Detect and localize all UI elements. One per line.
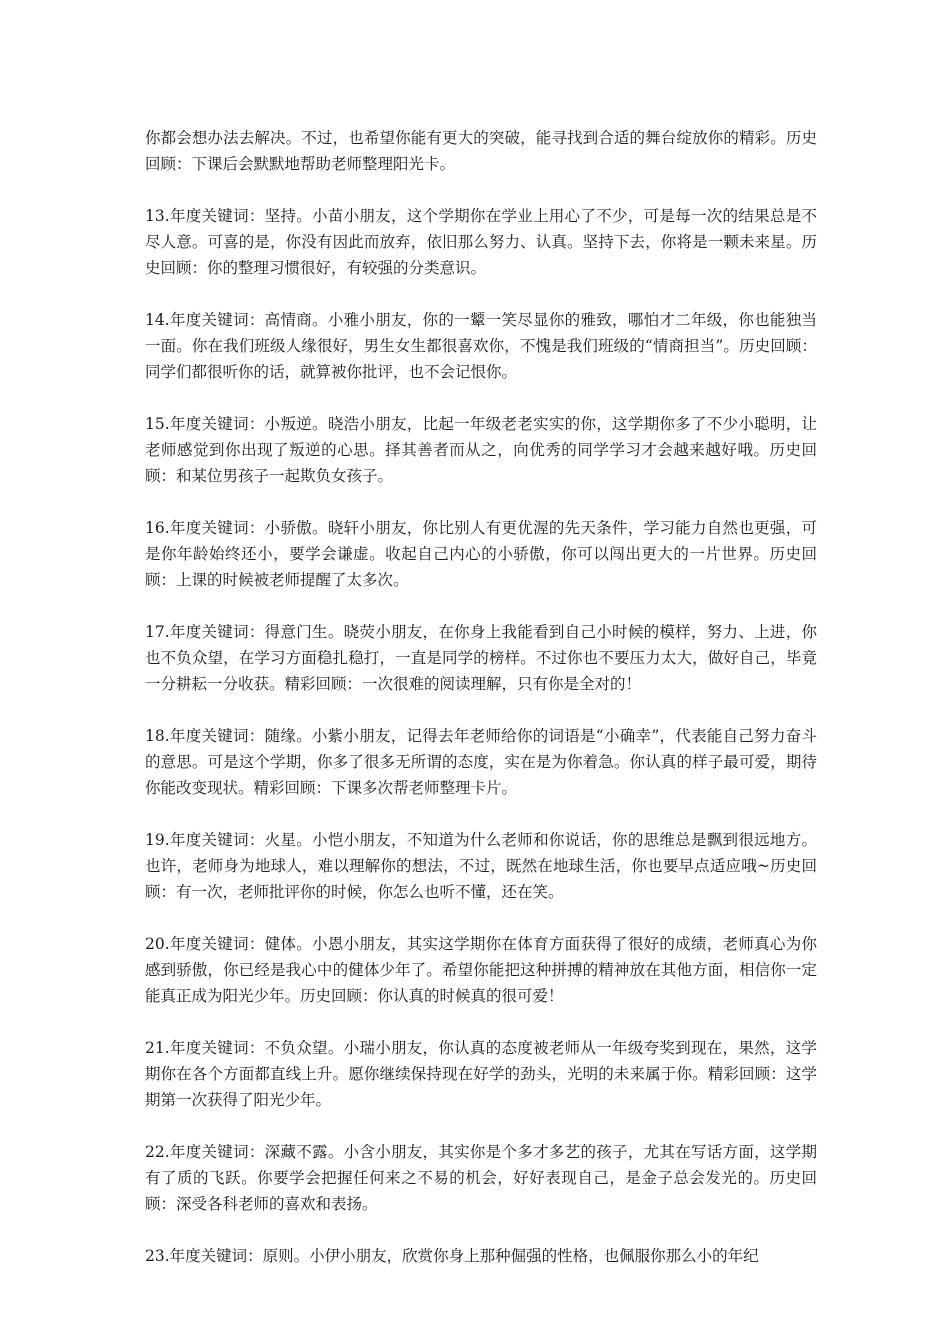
paragraph-23: 23.年度关键词：原则。小伊小朋友，欣赏你身上那种倔强的性格，也佩服你那么小的年纪 (145, 1247, 759, 1265)
paragraph-continued: 你都会想办法去解决。不过，也希望你能有更大的突破，能寻找到合适的舞台绽放你的精彩。历史回顾：下课后会默默地帮助老师整理阳光卡。 (145, 129, 817, 173)
document-body (145, 125, 817, 1269)
paragraph-19: 19.年度关键词：火星。小恺小朋友，不知道为什么老师和你说话，你的思维总是飘到很远地方。也许，老师身为地球人，难以理解你的想法，不过，既然在地球生活，你也要早点适应哦~历史回顾：有一次，老师批评你的时候，你怎么也听不懂，还在笑。 (145, 831, 817, 901)
paragraph-16: 16.年度关键词：小骄傲。晓轩小朋友，你比别人有更优渥的先天条件，学习能力自然也更强，可是你年龄始终还小，要学会谦虚。收起自己内心的小骄傲，你可以闯出更大的一片世界。历史回顾：上课的时候被老师提醒了太多次。 (145, 519, 817, 589)
paragraph-13: 13.年度关键词：坚持。小苗小朋友，这个学期你在学业上用心了不少，可是每一次的结果总是不尽人意。可喜的是，你没有因此而放弃，依旧那么努力、认真。坚持下去，你将是一颗未来星。历史回顾：你的整理习惯很好，有较强的分类意识。 (145, 207, 817, 277)
paragraph-15: 15.年度关键词：小叛逆。晓浩小朋友，比起一年级老老实实的你，这学期你多了不少小聪明，让老师感觉到你出现了叛逆的心思。择其善者而从之，向优秀的同学学习才会越来越好哦。历史回顾：和某位男孩子一起欺负女孩子。 (145, 415, 817, 485)
paragraph-22: 22.年度关键词：深藏不露。小含小朋友，其实你是个多才多艺的孩子，尤其在写话方面，这学期有了质的飞跃。你要学会把握任何来之不易的机会，好好表现自己，是金子总会发光的。历史回顾：深受各科老师的喜欢和表扬。 (145, 1143, 817, 1213)
paragraph-18: 18.年度关键词：随缘。小紫小朋友，记得去年老师给你的词语是“小确幸”，代表能自己努力奋斗的意思。可是这个学期，你多了很多无所谓的态度，实在是为你着急。你认真的样子最可爱，期待你能改变现状。精彩回顾：下课多次帮老师整理卡片。 (145, 727, 817, 797)
paragraph-20: 20.年度关键词：健体。小恩小朋友，其实这学期你在体育方面获得了很好的成绩，老师真心为你感到骄傲，你已经是我心中的健体少年了。希望你能把这种拼搏的精神放在其他方面，相信你一定能真正成为阳光少年。历史回顾：你认真的时候真的很可爱！ (145, 935, 817, 1005)
paragraph-14: 14.年度关键词：高情商。小雅小朋友，你的一颦一笑尽显你的雅致，哪怕才二年级，你也能独当一面。你在我们班级人缘很好，男生女生都很喜欢你，不愧是我们班级的“情商担当”。历史回顾：同学们都很听你的话，就算被你批评，也不会记恨你。 (145, 311, 817, 381)
paragraph-21: 21.年度关键词：不负众望。小瑞小朋友，你认真的态度被老师从一年级夸奖到现在，果然，这学期你在各个方面都直线上升。愿你继续保持现在好学的劲头，光明的未来属于你。精彩回顾：这学期第一次获得了阳光少年。 (145, 1039, 817, 1109)
paragraph-17: 17.年度关键词：得意门生。晓荧小朋友，在你身上我能看到自己小时候的模样，努力、上进，你也不负众望，在学习方面稳扎稳打，一直是同学的榜样。不过你也不要压力太大，做好自己，毕竟一分耕耘一分收获。精彩回顾：一次很难的阅读理解，只有你是全对的！ (145, 623, 817, 693)
